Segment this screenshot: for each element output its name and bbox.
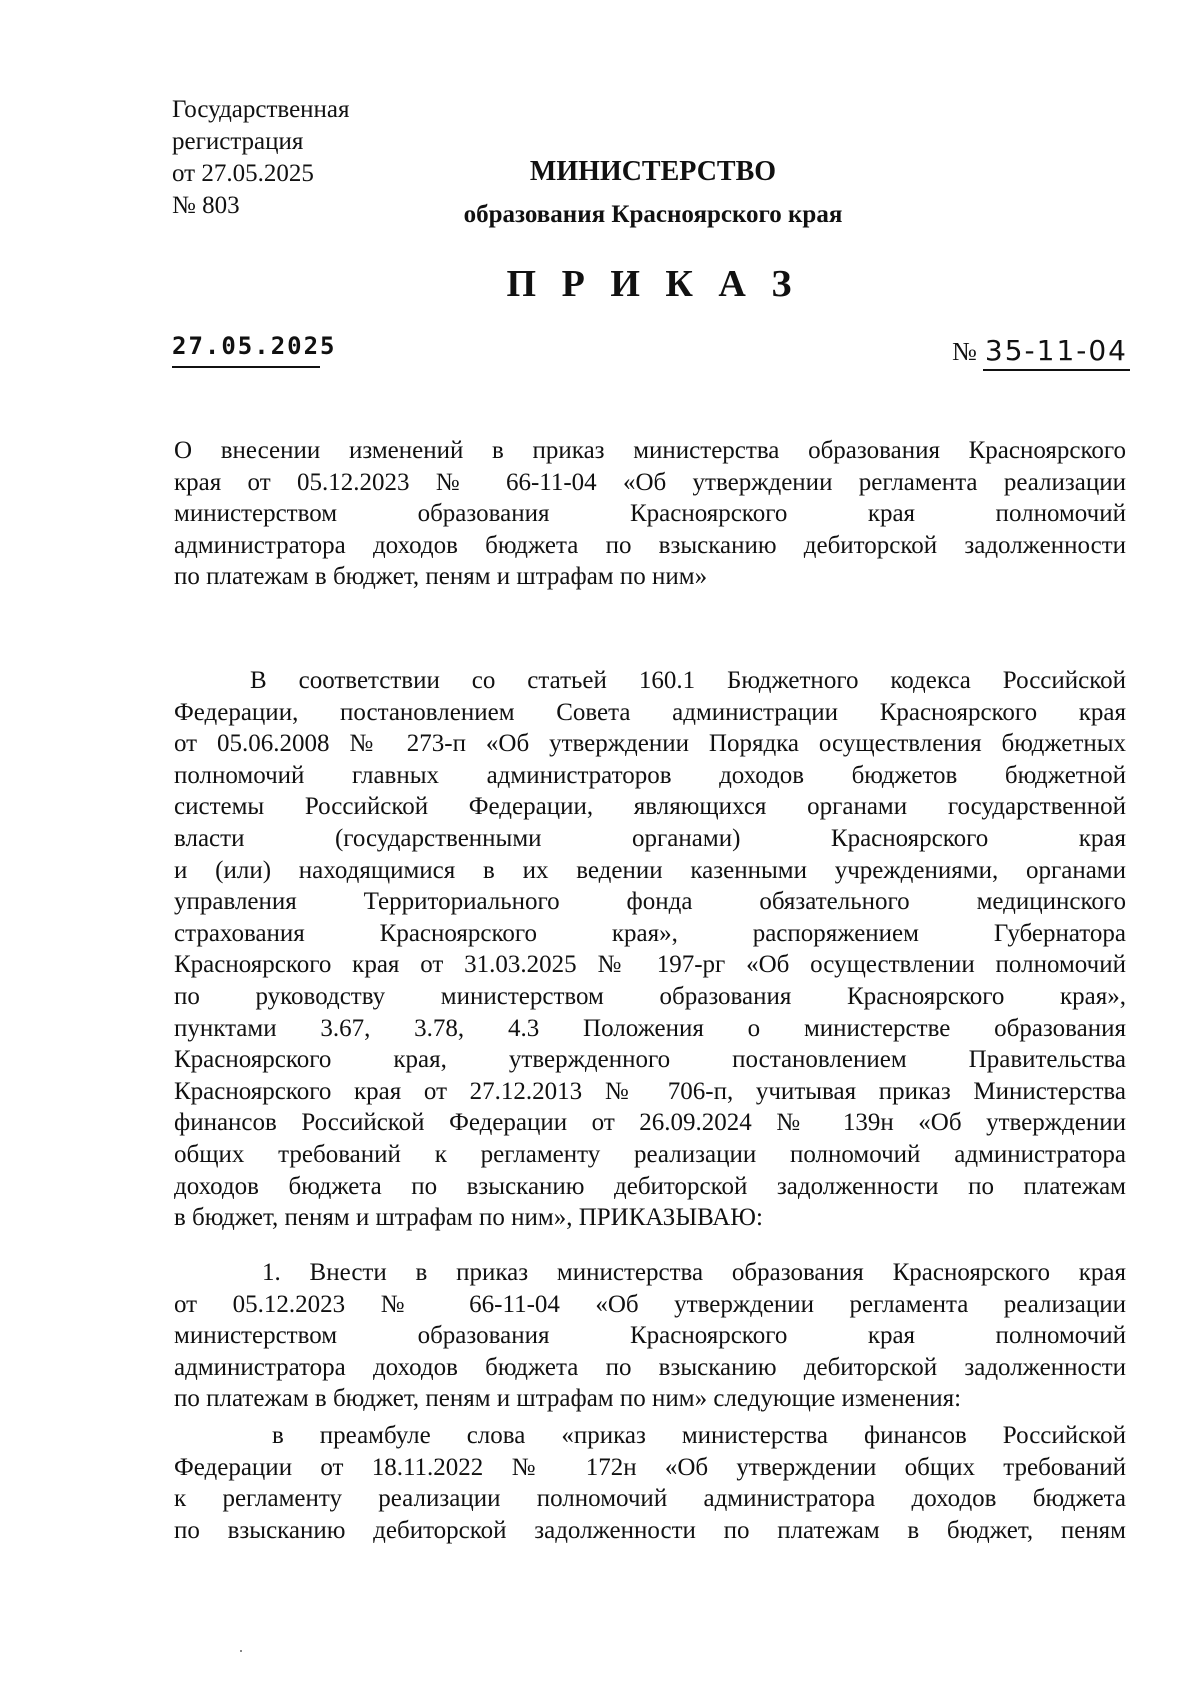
- text-line: Федерации, постановлением Совета администрации Красноярского края: [174, 698, 1126, 726]
- text-line: министерством образования Красноярского края полномочий: [174, 500, 1126, 528]
- text-line: по руководству министерством образования Красноярского края»,: [174, 982, 1126, 1010]
- change-paragraph: [174, 1420, 1126, 1546]
- text-line: министерством образования Красноярского края полномочий: [174, 1322, 1126, 1350]
- text-line: Красноярского края от 31.03.2025 № 197-рг «Об осуществлении полномочий: [174, 951, 1126, 979]
- text-line: власти (государственными органами) Красноярского края: [174, 824, 1126, 852]
- ministry-title: МИНИСТЕРСТВО: [529, 156, 777, 187]
- text-line: по платежам в бюджет, пеням и штрафам по ним» следующие изменения:: [174, 1385, 962, 1413]
- registration-line: регистрация: [172, 128, 304, 155]
- order-subject: [174, 435, 1126, 593]
- text-line: к регламенту реализации полномочий администратора доходов бюджета: [174, 1485, 1126, 1513]
- text-line: и (или) находящимися в их ведении казенными учреждениями, органами: [174, 856, 1126, 884]
- registration-date: от 27.05.2025: [172, 160, 314, 187]
- item-1-paragraph: [174, 1257, 1126, 1415]
- order-date: 27.05.2025: [172, 332, 320, 368]
- order-number-handwritten: 35-11-04: [983, 334, 1130, 371]
- order-number: [952, 334, 1130, 371]
- text-line: по взысканию дебиторской задолженности по платежам в бюджет, пеням: [174, 1516, 1126, 1544]
- text-line: финансов Российской Федерации от 26.09.2024 № 139н «Об утверждении: [174, 1109, 1126, 1137]
- text-line: В соответствии со статьей 160.1 Бюджетного кодекса Российской: [250, 667, 1126, 694]
- registration-line: Государственная: [172, 96, 350, 123]
- text-line: полномочий главных администраторов доходов бюджетов бюджетной: [174, 761, 1126, 789]
- number-sign: №: [952, 337, 977, 366]
- text-line: администратора доходов бюджета по взысканию дебиторской задолженности: [174, 531, 1126, 559]
- preamble-paragraph: [174, 665, 1126, 1234]
- text-line: Красноярского края от 27.12.2013 № 706-п, учитывая приказ Министерства: [174, 1077, 1126, 1105]
- text-line: О внесении изменений в приказ министерства образования Красноярского: [174, 437, 1126, 464]
- text-line: Федерации от 18.11.2022 № 172н «Об утверждении общих требований: [174, 1453, 1126, 1481]
- text-line: администратора доходов бюджета по взысканию дебиторской задолженности: [174, 1353, 1126, 1381]
- text-line: общих требований к регламенту реализации полномочий администратора: [174, 1140, 1126, 1168]
- text-line: Красноярского края, утвержденного постановлением Правительства: [174, 1046, 1126, 1074]
- text-line: края от 05.12.2023 № 66-11-04 «Об утверждении регламента реализации: [174, 468, 1126, 496]
- text-line: управления Территориального фонда обязательного медицинского: [174, 888, 1126, 916]
- text-line: в бюджет, пеням и штрафам по ним», ПРИКАЗЫВАЮ:: [174, 1204, 763, 1232]
- document-type-title: П Р И К А З: [506, 263, 800, 305]
- text-line: системы Российской Федерации, являющихся органами государственной: [174, 793, 1126, 821]
- text-line: пунктами 3.67, 3.78, 4.3 Положения о министерстве образования: [174, 1014, 1126, 1042]
- text-line: от 05.06.2008 № 273-п «Об утверждении Порядка осуществления бюджетных: [174, 730, 1126, 758]
- text-line: 1. Внести в приказ министерства образования Красноярского края: [262, 1259, 1126, 1286]
- text-line: от 05.12.2023 № 66-11-04 «Об утверждении регламента реализации: [174, 1290, 1126, 1318]
- ministry-subtitle: образования Красноярского края: [463, 201, 843, 228]
- scan-speck: [240, 1650, 242, 1652]
- registration-number: № 803: [172, 192, 240, 219]
- text-line: в преамбуле слова «приказ министерства финансов Российской: [272, 1422, 1126, 1449]
- text-line: страхования Красноярского края», распоряжением Губернатора: [174, 919, 1126, 947]
- text-line: доходов бюджета по взысканию дебиторской задолженности по платежам: [174, 1172, 1126, 1200]
- text-line: по платежам в бюджет, пеням и штрафам по ним»: [174, 563, 708, 591]
